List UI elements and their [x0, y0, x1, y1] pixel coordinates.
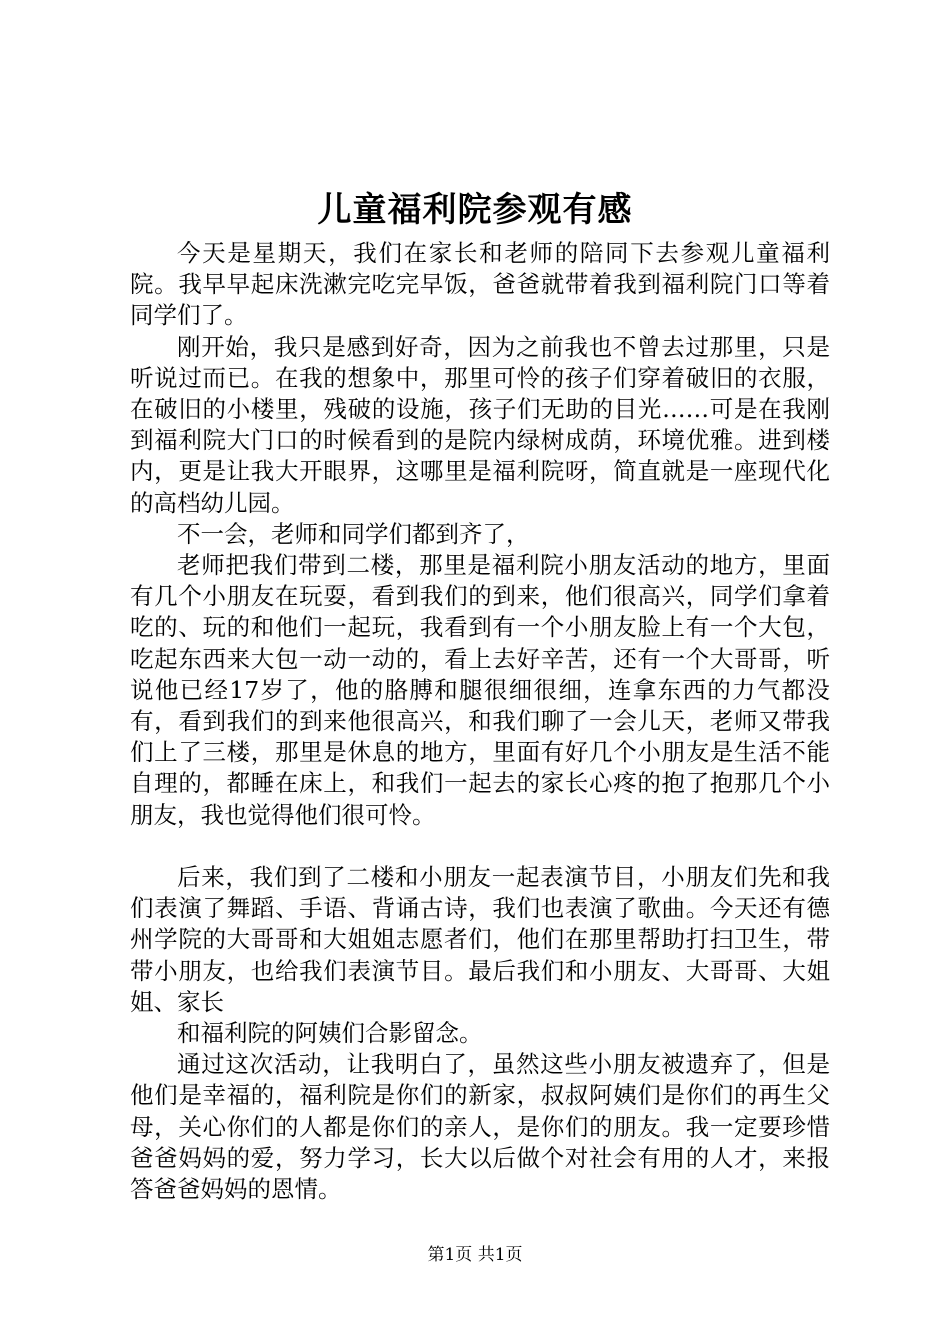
paragraph-3: 不一会，老师和同学们都到齐了， [177, 519, 530, 548]
page-number-footer: 第1页 共1页 [427, 1245, 523, 1265]
document-body [130, 238, 830, 1205]
paragraph-2: 刚开始，我只是感到好奇，因为之前我也不曾去过那里，只是听说过而已。在我的想象中，那里可怜的孩子们穿着破旧的衣服，在破旧的小楼里，残破的设施，孩子们无助的目光……可是在我刚到福利院大门口的时候看到的是院内绿树成荫，环境优雅。进到楼内，更是让我大开眼界，这哪里是福利院呀，简直就是一座现代化的高档幼儿园。 [130, 332, 830, 517]
document-title: 儿童福利院参观有感 [317, 190, 633, 230]
paragraph-7: 通过这次活动，让我明白了，虽然这些小朋友被遗弃了，但是他们是幸福的，福利院是你们的新家，叔叔阿姨们是你们的再生父母，关心你们的人都是你们的亲人，是你们的朋友。我一定要珍惜爸爸妈妈的爱，努力学习，长大以后做个对社会有用的人才，来报答爸爸妈妈的恩情。 [130, 1050, 830, 1204]
paragraph-5: 后来，我们到了二楼和小朋友一起表演节目，小朋友们先和我们表演了舞蹈、手语、背诵古诗，我们也表演了歌曲。今天还有德州学院的大哥哥和大姐姐志愿者们，他们在那里帮助打扫卫生，带带小朋友，也给我们表演节目。最后我们和小朋友、大哥哥、大姐姐、家长 [130, 863, 830, 1016]
paragraph-6: 和福利院的阿姨们合影留念。 [177, 1019, 483, 1048]
paragraph-1: 今天是星期天，我们在家长和老师的陪同下去参观儿童福利院。我早早起床洗漱完吃完早饭，爸爸就带着我到福利院门口等着同学们了。 [130, 239, 830, 330]
paragraph-4: 老师把我们带到二楼，那里是福利院小朋友活动的地方，里面有几个小朋友在玩耍，看到我们的到来，他们很高兴，同学们拿着吃的、玩的和他们一起玩，我看到有一个小朋友脸上有一个大包，吃起东西来大包一动一动的，看上去好辛苦，还有一个大哥哥，听说他已经17岁了，他的胳膊和腿很细很细，连拿东西的力气都没有，看到我们的到来他很高兴，和我们聊了一会儿天，老师又带我们上了三楼，那里是休息的地方，里面有好几个小朋友是生活不能自理的，都睡在床上，和我们一起去的家长心疼的抱了抱那几个小朋友，我也觉得他们很可怜。 [130, 551, 830, 829]
